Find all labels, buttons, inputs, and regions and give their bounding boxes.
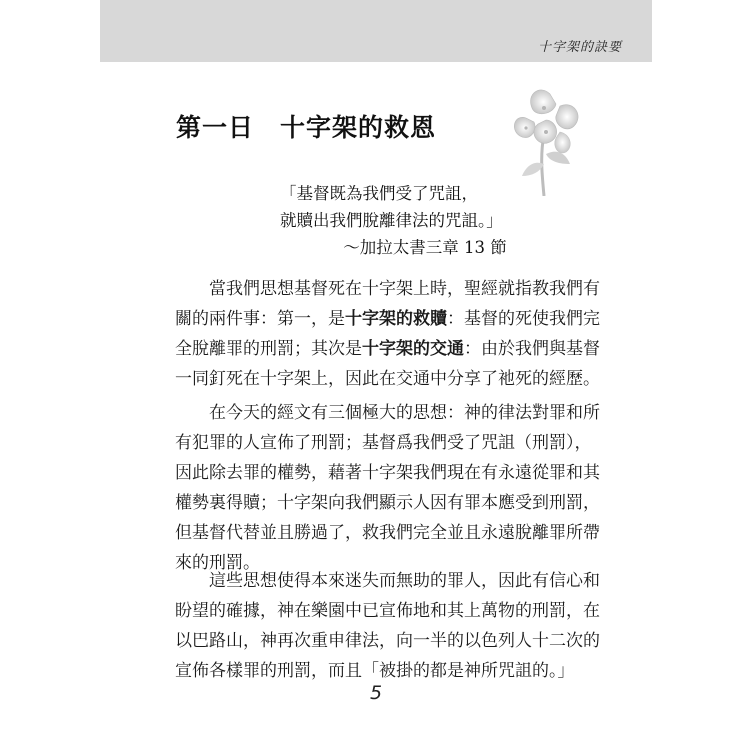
text-span: 全脫離罪的刑罰；其次是 bbox=[175, 339, 362, 359]
text-line: 以巴路山，神再次重申律法，向一半的以色列人十二次的 bbox=[175, 631, 600, 651]
text-line: 當我們思想基督死在十字架上時，聖經就指教我們有 bbox=[209, 279, 600, 299]
text-line: 這些思想使得本來迷失而無助的罪人，因此有信心和 bbox=[209, 571, 600, 591]
text-line: 一同釘死在十字架上，因此在交通中分享了祂死的經歷。 bbox=[175, 369, 600, 389]
quote-line: 「基督既為我們受了咒詛， bbox=[280, 184, 478, 203]
chapter-title: 第一日 十字架的救恩 bbox=[176, 113, 437, 142]
flower-illustration-icon bbox=[504, 84, 584, 196]
text-line bbox=[175, 334, 600, 364]
header-bar bbox=[100, 0, 652, 62]
text-line: 在今天的經文有三個極大的思想：神的律法對罪和所 bbox=[209, 403, 600, 423]
paragraph-2 bbox=[175, 398, 600, 578]
scripture-quote bbox=[280, 180, 507, 261]
page-number: 5 bbox=[369, 682, 383, 704]
text-line: 但基督代替並且勝過了，救我們完全並且永遠脫離罪所帶 bbox=[175, 523, 600, 543]
book-page bbox=[100, 0, 652, 750]
quote-reference: ～加拉太書三章 13 節 bbox=[343, 238, 507, 257]
text-line: 因此除去罪的權勢，藉著十字架我們現在有永遠從罪和其 bbox=[175, 463, 600, 483]
paragraph-3 bbox=[175, 566, 600, 686]
paragraph-1 bbox=[175, 274, 600, 394]
emphasis-fellowship: 十字架的交通 bbox=[362, 339, 464, 359]
text-line: 權勢裏得贖；十字架向我們顯示人因有罪本應受到刑罰， bbox=[175, 493, 600, 513]
text-line: 來的刑罰。 bbox=[175, 553, 260, 573]
text-line: 宣佈各樣罪的刑罰，而且「被掛的都是神所咒詛的。」 bbox=[175, 661, 575, 681]
text-span: ：基督的死使我們完 bbox=[447, 309, 600, 329]
running-head: 十字架的訣要 bbox=[537, 40, 622, 55]
text-line: 有犯罪的人宣佈了刑罰；基督爲我們受了咒詛（刑罰）， bbox=[175, 433, 592, 453]
text-line bbox=[175, 304, 600, 334]
quote-line: 就贖出我們脫離律法的咒詛。」 bbox=[280, 211, 503, 230]
text-span: 關的兩件事：第一，是 bbox=[175, 309, 345, 329]
text-line: 盼望的確據，神在樂園中已宣佈地和其上萬物的刑罰，在 bbox=[175, 601, 600, 621]
text-span: ：由於我們與基督 bbox=[464, 339, 600, 359]
emphasis-redemption: 十字架的救贖 bbox=[345, 309, 447, 329]
